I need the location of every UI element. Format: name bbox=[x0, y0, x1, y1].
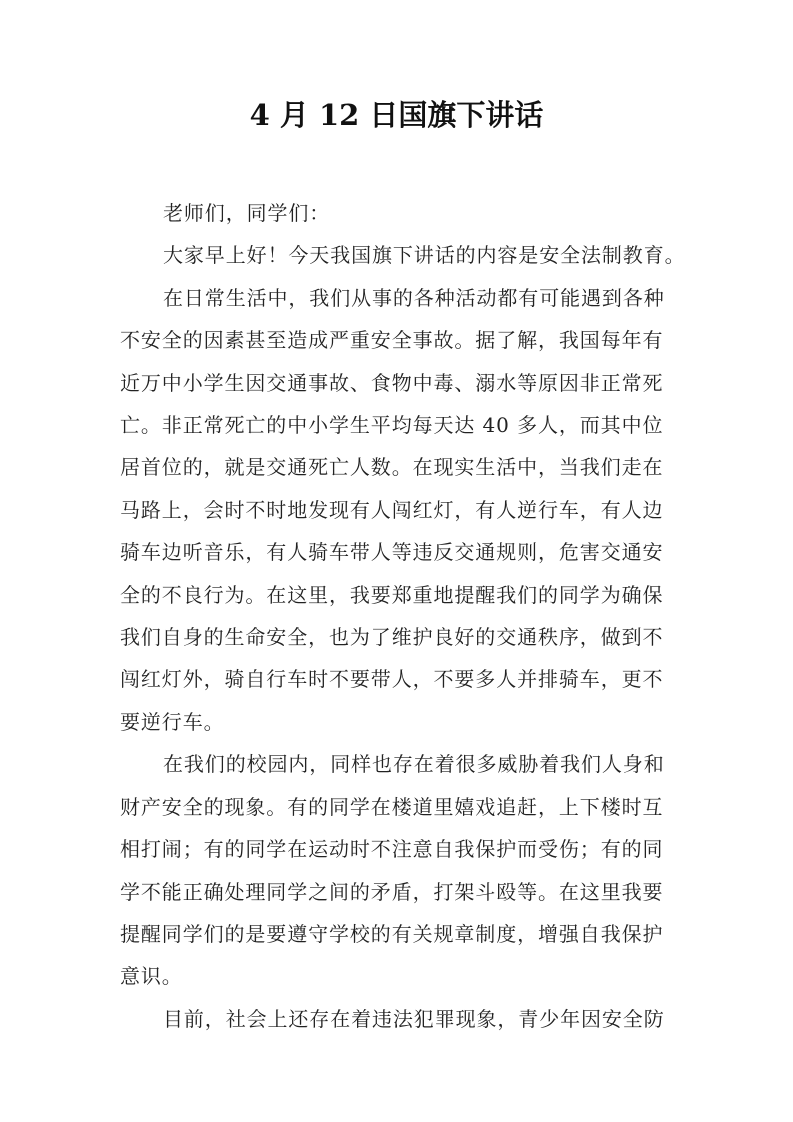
text-line: 目前，社会上还存在着违法犯罪现象，青少年因安全防 bbox=[163, 1006, 665, 1031]
text-line: 近万中小学生因交通事故、食物中毒、溺水等原因非正常死 bbox=[120, 370, 664, 395]
document-title: 4 月 12 日国旗下讲话 bbox=[249, 98, 544, 132]
text-line: 相打闹；有的同学在运动时不注意自我保护而受伤；有的同 bbox=[120, 837, 664, 862]
text-line: 马路上，会时不时地发现有人闯红灯，有人逆行车，有人边 bbox=[120, 497, 664, 522]
document-body bbox=[120, 192, 686, 1040]
text-line: 意识。 bbox=[120, 964, 183, 989]
text-line: 闯红灯外，骑自行车时不要带人，不要多人并排骑车，更不 bbox=[120, 667, 664, 692]
text-line: 大家早上好！今天我国旗下讲话的内容是安全法制教育。 bbox=[163, 243, 686, 268]
paragraph-traffic-safety bbox=[120, 277, 676, 743]
text-line: 在日常生活中，我们从事的各种活动都有可能遇到各种 bbox=[163, 285, 665, 310]
paragraph-campus-safety bbox=[120, 743, 676, 997]
text-line: 骑车边听音乐，有人骑车带人等违反交通规则，危害交通安 bbox=[120, 540, 664, 565]
paragraph-social-crime bbox=[120, 998, 676, 1040]
text-line: 居首位的，就是交通死亡人数。在现实生活中，当我们走在 bbox=[120, 455, 664, 480]
paragraph-opening bbox=[120, 234, 686, 276]
text-line: 全的不良行为。在这里，我要郑重地提醒我们的同学为确保 bbox=[120, 582, 664, 607]
text-line: 提醒同学们的是要遵守学校的有关规章制度，增强自我保护 bbox=[120, 921, 664, 946]
text-line: 在我们的校园内，同样也存在着很多威胁着我们人身和 bbox=[163, 752, 665, 777]
text-line: 要逆行车。 bbox=[120, 709, 225, 734]
text-line: 老师们，同学们： bbox=[163, 201, 331, 225]
text-line: 我们自身的生命安全，也为了维护良好的交通秩序，做到不 bbox=[120, 625, 664, 650]
text-line: 不安全的因素甚至造成严重安全事故。据了解，我国每年有 bbox=[120, 328, 664, 353]
text-line: 学不能正确处理同学之间的矛盾，打架斗殴等。在这里我要 bbox=[120, 879, 664, 904]
paragraph-greeting bbox=[120, 192, 676, 234]
text-line: 亡。非正常死亡的中小学生平均每天达 40 多人，而其中位 bbox=[120, 413, 664, 438]
text-line: 财产安全的现象。有的同学在楼道里嬉戏追赶，上下楼时互 bbox=[120, 794, 664, 819]
